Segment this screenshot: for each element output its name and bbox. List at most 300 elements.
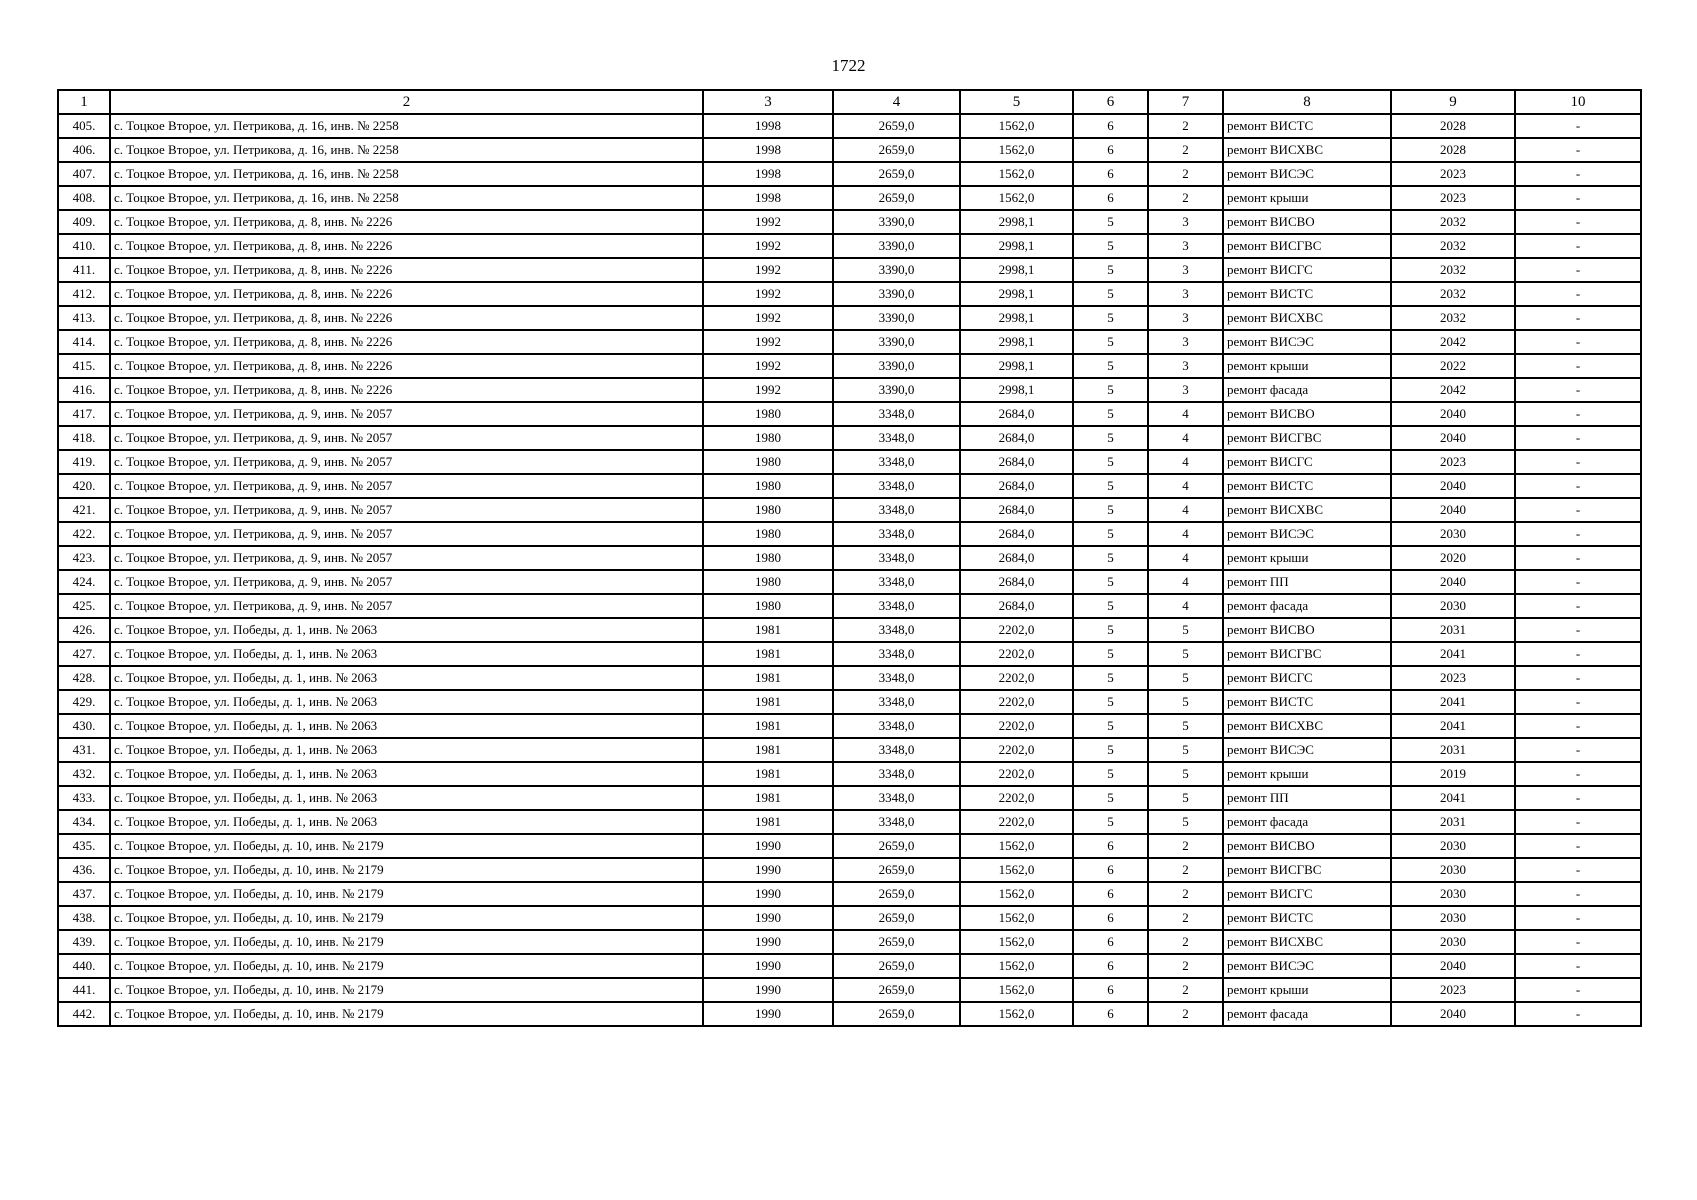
col-number: 430. [58, 714, 110, 738]
col-year-built: 1980 [703, 402, 833, 426]
col-work-type: ремонт ПП [1223, 786, 1391, 810]
col-living-area: 2202,0 [960, 714, 1073, 738]
table-row [58, 690, 1641, 714]
table-row [58, 522, 1641, 546]
col-year-built: 1981 [703, 714, 833, 738]
col-total-area: 3348,0 [833, 738, 960, 762]
col-work-type: ремонт ВИСХВС [1223, 138, 1391, 162]
col-year-built: 1981 [703, 666, 833, 690]
col-entrances: 5 [1148, 618, 1223, 642]
col-total-area: 2659,0 [833, 906, 960, 930]
col-total-area: 3348,0 [833, 714, 960, 738]
col-total-area: 3348,0 [833, 570, 960, 594]
col-note: - [1515, 114, 1641, 138]
col-note: - [1515, 690, 1641, 714]
col-number: 425. [58, 594, 110, 618]
col-year-built: 1980 [703, 570, 833, 594]
table-row [58, 666, 1641, 690]
col-floors: 5 [1073, 354, 1148, 378]
col-note: - [1515, 930, 1641, 954]
col-number: 428. [58, 666, 110, 690]
col-floors: 6 [1073, 882, 1148, 906]
col-living-area: 2684,0 [960, 426, 1073, 450]
col-work-type: ремонт ВИСВО [1223, 618, 1391, 642]
col-note: - [1515, 546, 1641, 570]
col-number: 442. [58, 1002, 110, 1026]
col-address: с. Тоцкое Второе, ул. Победы, д. 1, инв. № 2063 [110, 810, 703, 834]
col-note: - [1515, 570, 1641, 594]
col-address: с. Тоцкое Второе, ул. Победы, д. 10, инв. № 2179 [110, 930, 703, 954]
col-floors: 5 [1073, 282, 1148, 306]
col-number: 429. [58, 690, 110, 714]
col-living-area: 2202,0 [960, 690, 1073, 714]
col-entrances: 2 [1148, 834, 1223, 858]
table-row [58, 186, 1641, 210]
col-note: - [1515, 834, 1641, 858]
col-note: - [1515, 738, 1641, 762]
col-total-area: 2659,0 [833, 186, 960, 210]
col-floors: 5 [1073, 690, 1148, 714]
table-row [58, 282, 1641, 306]
col-floors: 5 [1073, 666, 1148, 690]
col-number: 410. [58, 234, 110, 258]
col-work-type: ремонт ВИСХВС [1223, 930, 1391, 954]
col-planned-year: 2042 [1391, 330, 1515, 354]
col-note: - [1515, 642, 1641, 666]
col-year-built: 1998 [703, 114, 833, 138]
table-row [58, 210, 1641, 234]
col-note: - [1515, 522, 1641, 546]
col-entrances: 4 [1148, 402, 1223, 426]
table-row [58, 234, 1641, 258]
col-address: с. Тоцкое Второе, ул. Петрикова, д. 9, инв. № 2057 [110, 594, 703, 618]
col-total-area: 3390,0 [833, 306, 960, 330]
col-number: 440. [58, 954, 110, 978]
col-planned-year: 2028 [1391, 138, 1515, 162]
col-number: 407. [58, 162, 110, 186]
col-note: - [1515, 378, 1641, 402]
col-year-built: 1981 [703, 738, 833, 762]
col-entrances: 2 [1148, 858, 1223, 882]
col-total-area: 3348,0 [833, 546, 960, 570]
col-year-built: 1992 [703, 330, 833, 354]
col-entrances: 5 [1148, 810, 1223, 834]
col-address: с. Тоцкое Второе, ул. Петрикова, д. 16, инв. № 2258 [110, 162, 703, 186]
col-living-area: 2998,1 [960, 306, 1073, 330]
table-row [58, 786, 1641, 810]
col-year-built: 1980 [703, 594, 833, 618]
col-planned-year: 2041 [1391, 786, 1515, 810]
col-work-type: ремонт ВИСГВС [1223, 234, 1391, 258]
col-number: 436. [58, 858, 110, 882]
col-floors: 5 [1073, 642, 1148, 666]
col-address: с. Тоцкое Второе, ул. Победы, д. 1, инв. № 2063 [110, 714, 703, 738]
col-total-area: 3390,0 [833, 282, 960, 306]
col-planned-year: 2040 [1391, 402, 1515, 426]
table-row [58, 978, 1641, 1002]
col-living-area: 1562,0 [960, 954, 1073, 978]
col-living-area: 1562,0 [960, 930, 1073, 954]
table-row [58, 546, 1641, 570]
col-total-area: 2659,0 [833, 1002, 960, 1026]
col-address: с. Тоцкое Второе, ул. Победы, д. 1, инв. № 2063 [110, 786, 703, 810]
col-year-built: 1980 [703, 474, 833, 498]
col-number: 439. [58, 930, 110, 954]
col-living-area: 2998,1 [960, 378, 1073, 402]
header-col-floors: 6 [1073, 90, 1148, 114]
col-total-area: 3348,0 [833, 498, 960, 522]
col-address: с. Тоцкое Второе, ул. Петрикова, д. 9, инв. № 2057 [110, 570, 703, 594]
header-col-work-type: 8 [1223, 90, 1391, 114]
col-planned-year: 2023 [1391, 186, 1515, 210]
col-work-type: ремонт ПП [1223, 570, 1391, 594]
col-number: 415. [58, 354, 110, 378]
col-address: с. Тоцкое Второе, ул. Победы, д. 1, инв. № 2063 [110, 666, 703, 690]
col-total-area: 3348,0 [833, 786, 960, 810]
col-number: 437. [58, 882, 110, 906]
col-planned-year: 2040 [1391, 1002, 1515, 1026]
col-note: - [1515, 354, 1641, 378]
col-work-type: ремонт ВИСТС [1223, 690, 1391, 714]
col-total-area: 2659,0 [833, 834, 960, 858]
col-floors: 5 [1073, 210, 1148, 234]
col-floors: 5 [1073, 306, 1148, 330]
col-address: с. Тоцкое Второе, ул. Победы, д. 1, инв. № 2063 [110, 690, 703, 714]
col-number: 417. [58, 402, 110, 426]
col-planned-year: 2042 [1391, 378, 1515, 402]
col-address: с. Тоцкое Второе, ул. Победы, д. 10, инв. № 2179 [110, 1002, 703, 1026]
col-note: - [1515, 162, 1641, 186]
col-planned-year: 2031 [1391, 618, 1515, 642]
col-note: - [1515, 234, 1641, 258]
table-row [58, 330, 1641, 354]
col-total-area: 2659,0 [833, 930, 960, 954]
col-work-type: ремонт ВИСВО [1223, 210, 1391, 234]
col-entrances: 2 [1148, 138, 1223, 162]
col-address: с. Тоцкое Второе, ул. Победы, д. 1, инв. № 2063 [110, 642, 703, 666]
header-col-year-built: 3 [703, 90, 833, 114]
col-note: - [1515, 282, 1641, 306]
col-total-area: 3348,0 [833, 450, 960, 474]
col-entrances: 3 [1148, 378, 1223, 402]
col-note: - [1515, 450, 1641, 474]
col-planned-year: 2030 [1391, 882, 1515, 906]
col-entrances: 2 [1148, 186, 1223, 210]
col-living-area: 1562,0 [960, 138, 1073, 162]
col-number: 426. [58, 618, 110, 642]
col-total-area: 2659,0 [833, 162, 960, 186]
col-living-area: 1562,0 [960, 858, 1073, 882]
col-year-built: 1990 [703, 954, 833, 978]
col-address: с. Тоцкое Второе, ул. Победы, д. 10, инв. № 2179 [110, 834, 703, 858]
col-address: с. Тоцкое Второе, ул. Победы, д. 10, инв. № 2179 [110, 906, 703, 930]
col-entrances: 5 [1148, 666, 1223, 690]
col-planned-year: 2040 [1391, 498, 1515, 522]
col-living-area: 2998,1 [960, 330, 1073, 354]
col-planned-year: 2031 [1391, 738, 1515, 762]
col-note: - [1515, 402, 1641, 426]
col-note: - [1515, 258, 1641, 282]
table-row [58, 474, 1641, 498]
col-work-type: ремонт ВИСГВС [1223, 642, 1391, 666]
col-entrances: 5 [1148, 690, 1223, 714]
col-entrances: 3 [1148, 354, 1223, 378]
col-planned-year: 2032 [1391, 210, 1515, 234]
col-total-area: 3348,0 [833, 666, 960, 690]
col-number: 419. [58, 450, 110, 474]
col-work-type: ремонт ВИСВО [1223, 834, 1391, 858]
col-entrances: 2 [1148, 882, 1223, 906]
col-planned-year: 2032 [1391, 282, 1515, 306]
table-row [58, 498, 1641, 522]
col-entrances: 2 [1148, 978, 1223, 1002]
col-note: - [1515, 882, 1641, 906]
col-planned-year: 2022 [1391, 354, 1515, 378]
col-living-area: 2684,0 [960, 498, 1073, 522]
table-row [58, 1002, 1641, 1026]
col-address: с. Тоцкое Второе, ул. Петрикова, д. 16, инв. № 2258 [110, 138, 703, 162]
col-work-type: ремонт ВИСХВС [1223, 306, 1391, 330]
col-total-area: 2659,0 [833, 138, 960, 162]
col-planned-year: 2020 [1391, 546, 1515, 570]
col-note: - [1515, 330, 1641, 354]
col-floors: 5 [1073, 474, 1148, 498]
col-planned-year: 2041 [1391, 714, 1515, 738]
col-work-type: ремонт крыши [1223, 762, 1391, 786]
col-address: с. Тоцкое Второе, ул. Петрикова, д. 8, инв. № 2226 [110, 258, 703, 282]
col-year-built: 1998 [703, 162, 833, 186]
col-number: 413. [58, 306, 110, 330]
col-number: 438. [58, 906, 110, 930]
col-living-area: 2684,0 [960, 402, 1073, 426]
col-address: с. Тоцкое Второе, ул. Петрикова, д. 8, инв. № 2226 [110, 306, 703, 330]
col-number: 420. [58, 474, 110, 498]
col-living-area: 2684,0 [960, 474, 1073, 498]
col-number: 412. [58, 282, 110, 306]
col-floors: 6 [1073, 858, 1148, 882]
col-entrances: 2 [1148, 114, 1223, 138]
col-note: - [1515, 306, 1641, 330]
col-year-built: 1992 [703, 354, 833, 378]
col-floors: 5 [1073, 594, 1148, 618]
col-floors: 5 [1073, 546, 1148, 570]
table-row [58, 762, 1641, 786]
table-body [58, 114, 1641, 1026]
table-row [58, 306, 1641, 330]
col-year-built: 1990 [703, 1002, 833, 1026]
col-planned-year: 2040 [1391, 474, 1515, 498]
col-total-area: 3348,0 [833, 810, 960, 834]
col-floors: 6 [1073, 138, 1148, 162]
col-floors: 5 [1073, 450, 1148, 474]
col-number: 424. [58, 570, 110, 594]
col-total-area: 2659,0 [833, 978, 960, 1002]
col-address: с. Тоцкое Второе, ул. Петрикова, д. 9, инв. № 2057 [110, 474, 703, 498]
header-col-living-area: 5 [960, 90, 1073, 114]
col-address: с. Тоцкое Второе, ул. Петрикова, д. 16, инв. № 2258 [110, 114, 703, 138]
col-year-built: 1990 [703, 930, 833, 954]
col-address: с. Тоцкое Второе, ул. Победы, д. 1, инв. № 2063 [110, 762, 703, 786]
col-address: с. Тоцкое Второе, ул. Петрикова, д. 8, инв. № 2226 [110, 354, 703, 378]
col-work-type: ремонт ВИСЭС [1223, 954, 1391, 978]
col-entrances: 4 [1148, 474, 1223, 498]
col-planned-year: 2030 [1391, 522, 1515, 546]
col-year-built: 1980 [703, 450, 833, 474]
col-floors: 6 [1073, 930, 1148, 954]
col-total-area: 3348,0 [833, 690, 960, 714]
col-year-built: 1992 [703, 378, 833, 402]
col-work-type: ремонт ВИСЭС [1223, 162, 1391, 186]
table-row [58, 642, 1641, 666]
col-year-built: 1981 [703, 762, 833, 786]
col-entrances: 4 [1148, 594, 1223, 618]
col-note: - [1515, 498, 1641, 522]
col-work-type: ремонт ВИСХВС [1223, 714, 1391, 738]
col-floors: 5 [1073, 498, 1148, 522]
table-row [58, 930, 1641, 954]
col-entrances: 3 [1148, 234, 1223, 258]
col-note: - [1515, 954, 1641, 978]
table-row [58, 258, 1641, 282]
col-number: 423. [58, 546, 110, 570]
col-year-built: 1992 [703, 210, 833, 234]
col-work-type: ремонт ВИСГС [1223, 450, 1391, 474]
table-row [58, 834, 1641, 858]
col-number: 433. [58, 786, 110, 810]
col-note: - [1515, 138, 1641, 162]
col-planned-year: 2023 [1391, 450, 1515, 474]
col-entrances: 3 [1148, 282, 1223, 306]
col-planned-year: 2041 [1391, 642, 1515, 666]
col-work-type: ремонт ВИСТС [1223, 474, 1391, 498]
col-living-area: 2684,0 [960, 522, 1073, 546]
col-entrances: 4 [1148, 522, 1223, 546]
col-work-type: ремонт ВИСГС [1223, 882, 1391, 906]
col-work-type: ремонт ВИСГВС [1223, 858, 1391, 882]
col-work-type: ремонт ВИСЭС [1223, 522, 1391, 546]
col-planned-year: 2028 [1391, 114, 1515, 138]
col-entrances: 2 [1148, 906, 1223, 930]
col-entrances: 4 [1148, 426, 1223, 450]
col-address: с. Тоцкое Второе, ул. Петрикова, д. 9, инв. № 2057 [110, 546, 703, 570]
col-work-type: ремонт ВИСГВС [1223, 426, 1391, 450]
col-total-area: 3390,0 [833, 234, 960, 258]
col-planned-year: 2030 [1391, 834, 1515, 858]
col-entrances: 3 [1148, 330, 1223, 354]
col-total-area: 3348,0 [833, 474, 960, 498]
col-year-built: 1990 [703, 858, 833, 882]
col-planned-year: 2023 [1391, 978, 1515, 1002]
col-floors: 5 [1073, 522, 1148, 546]
col-total-area: 3390,0 [833, 210, 960, 234]
col-entrances: 3 [1148, 258, 1223, 282]
col-address: с. Тоцкое Второе, ул. Победы, д. 10, инв. № 2179 [110, 858, 703, 882]
table-row [58, 954, 1641, 978]
col-planned-year: 2030 [1391, 906, 1515, 930]
col-address: с. Тоцкое Второе, ул. Петрикова, д. 8, инв. № 2226 [110, 234, 703, 258]
col-work-type: ремонт ВИСТС [1223, 114, 1391, 138]
col-number: 411. [58, 258, 110, 282]
col-work-type: ремонт фасада [1223, 1002, 1391, 1026]
col-total-area: 2659,0 [833, 882, 960, 906]
col-entrances: 5 [1148, 762, 1223, 786]
col-living-area: 1562,0 [960, 114, 1073, 138]
table-row [58, 450, 1641, 474]
col-planned-year: 2023 [1391, 162, 1515, 186]
col-work-type: ремонт ВИСХВС [1223, 498, 1391, 522]
col-year-built: 1990 [703, 978, 833, 1002]
col-planned-year: 2040 [1391, 426, 1515, 450]
header-row [58, 90, 1641, 114]
col-note: - [1515, 786, 1641, 810]
col-year-built: 1992 [703, 306, 833, 330]
col-total-area: 3390,0 [833, 378, 960, 402]
col-number: 421. [58, 498, 110, 522]
col-living-area: 2684,0 [960, 594, 1073, 618]
col-number: 406. [58, 138, 110, 162]
col-address: с. Тоцкое Второе, ул. Петрикова, д. 8, инв. № 2226 [110, 210, 703, 234]
col-work-type: ремонт фасада [1223, 594, 1391, 618]
col-entrances: 3 [1148, 306, 1223, 330]
col-living-area: 2202,0 [960, 618, 1073, 642]
col-living-area: 2998,1 [960, 354, 1073, 378]
col-work-type: ремонт ВИСЭС [1223, 738, 1391, 762]
col-floors: 6 [1073, 954, 1148, 978]
col-entrances: 2 [1148, 162, 1223, 186]
col-planned-year: 2023 [1391, 666, 1515, 690]
col-floors: 6 [1073, 834, 1148, 858]
header-col-planned-year: 9 [1391, 90, 1515, 114]
col-total-area: 3348,0 [833, 594, 960, 618]
col-living-area: 2202,0 [960, 762, 1073, 786]
col-entrances: 2 [1148, 930, 1223, 954]
col-entrances: 2 [1148, 1002, 1223, 1026]
col-entrances: 5 [1148, 642, 1223, 666]
col-entrances: 4 [1148, 498, 1223, 522]
col-note: - [1515, 210, 1641, 234]
col-floors: 6 [1073, 906, 1148, 930]
col-entrances: 5 [1148, 786, 1223, 810]
col-floors: 6 [1073, 186, 1148, 210]
table-row [58, 402, 1641, 426]
col-living-area: 1562,0 [960, 1002, 1073, 1026]
col-total-area: 2659,0 [833, 114, 960, 138]
col-total-area: 3390,0 [833, 258, 960, 282]
col-floors: 5 [1073, 714, 1148, 738]
page-number: 1722 [831, 56, 866, 75]
header-col-entrances: 7 [1148, 90, 1223, 114]
col-address: с. Тоцкое Второе, ул. Петрикова, д. 8, инв. № 2226 [110, 378, 703, 402]
col-floors: 6 [1073, 978, 1148, 1002]
col-floors: 5 [1073, 378, 1148, 402]
col-number: 434. [58, 810, 110, 834]
col-year-built: 1981 [703, 810, 833, 834]
col-living-area: 2998,1 [960, 258, 1073, 282]
col-total-area: 3348,0 [833, 402, 960, 426]
col-living-area: 2202,0 [960, 738, 1073, 762]
table-row [58, 138, 1641, 162]
col-floors: 5 [1073, 762, 1148, 786]
table-row [58, 738, 1641, 762]
col-address: с. Тоцкое Второе, ул. Петрикова, д. 16, инв. № 2258 [110, 186, 703, 210]
col-living-area: 2684,0 [960, 546, 1073, 570]
col-living-area: 2998,1 [960, 234, 1073, 258]
col-number: 414. [58, 330, 110, 354]
col-planned-year: 2032 [1391, 234, 1515, 258]
col-address: с. Тоцкое Второе, ул. Петрикова, д. 9, инв. № 2057 [110, 522, 703, 546]
col-work-type: ремонт крыши [1223, 978, 1391, 1002]
col-year-built: 1992 [703, 258, 833, 282]
